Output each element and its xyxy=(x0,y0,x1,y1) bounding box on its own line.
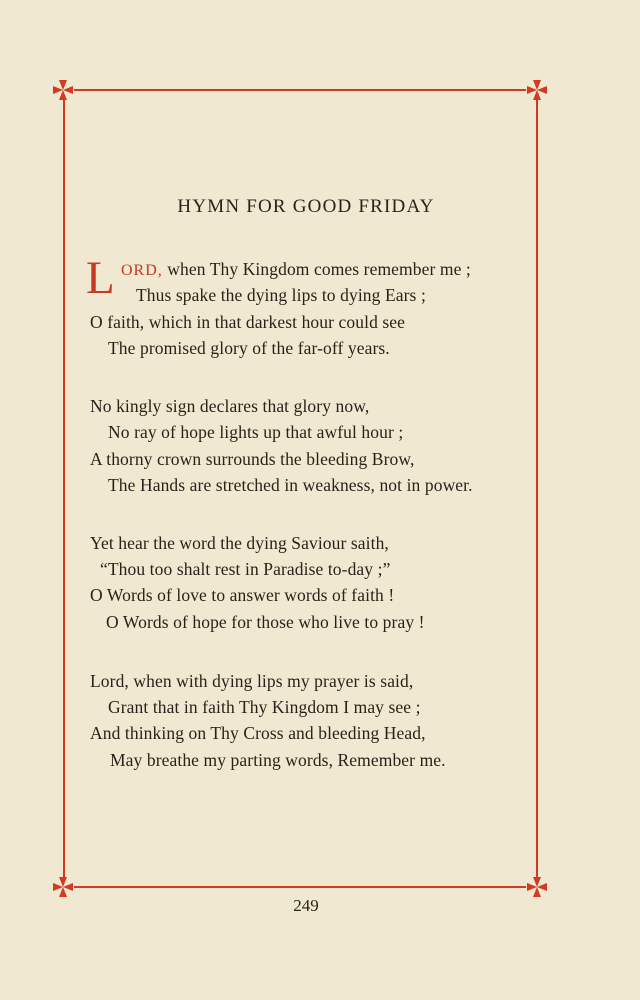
verse-line: No ray of hope lights up that awful hour ; xyxy=(108,422,404,442)
verse-line: No kingly sign declares that glory now, xyxy=(90,396,370,416)
verse-line: May breathe my parting words, Remember me. xyxy=(110,750,446,770)
verse-line: O Words of hope for those who live to pray ! xyxy=(106,612,425,632)
verse-line: A thorny crown surrounds the bleeding Brow, xyxy=(90,449,415,469)
verse-line: Grant that in faith Thy Kingdom I may see ; xyxy=(108,697,421,717)
cross-pattee-icon xyxy=(526,876,548,898)
page-number: 249 xyxy=(293,896,319,915)
verse-line: “Thou too shalt rest in Paradise to-day ;” xyxy=(100,559,391,579)
verse-line: And thinking on Thy Cross and bleeding Head, xyxy=(90,723,426,743)
frame-top-rule xyxy=(74,89,526,91)
verse-line: The promised glory of the far-off years. xyxy=(108,338,390,358)
verse-line: O Words of love to answer words of faith ! xyxy=(90,585,395,605)
verse-line: O faith, which in that darkest hour could see xyxy=(90,312,406,332)
hymn-title: HYMN FOR GOOD FRIDAY xyxy=(177,196,435,217)
drop-cap: L xyxy=(86,252,115,304)
first-word-rest: ORD, xyxy=(121,262,163,279)
verse-line: Yet hear the word the dying Saviour saith, xyxy=(90,533,389,553)
verse-line: Thus spake the dying lips to dying Ears ; xyxy=(136,285,426,305)
verse-line: The Hands are stretched in weakness, not in power. xyxy=(108,475,473,495)
first-line xyxy=(121,259,471,280)
cross-pattee-icon xyxy=(526,79,548,101)
first-line-rest: when Thy Kingdom comes remember me ; xyxy=(167,259,471,279)
cross-pattee-icon xyxy=(52,876,74,898)
frame-bottom-rule xyxy=(74,886,526,888)
cross-pattee-icon xyxy=(52,79,74,101)
verse-line: Lord, when with dying lips my prayer is said, xyxy=(90,671,414,691)
